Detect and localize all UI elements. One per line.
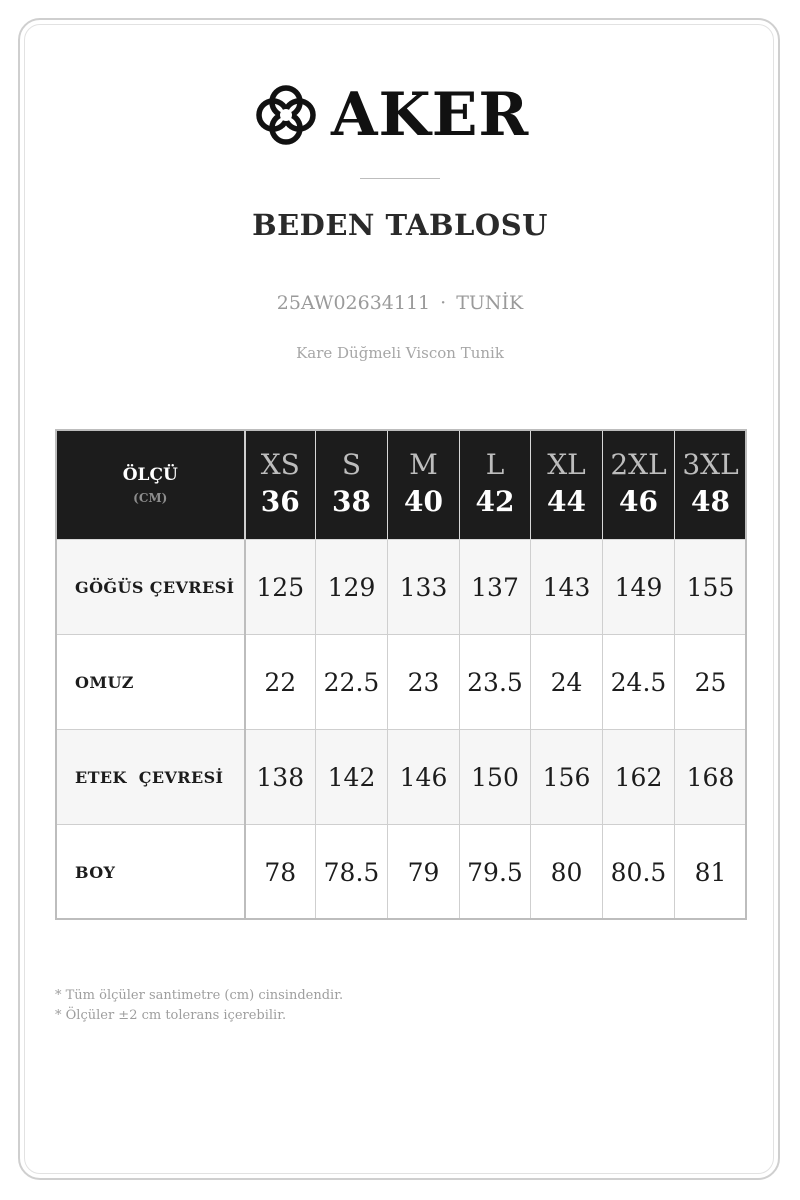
size-number: 48 [691, 485, 730, 518]
table-cell: 80.5 [603, 825, 675, 920]
title-divider [360, 178, 440, 179]
size-header-cell [531, 431, 603, 540]
table-cell: 125 [245, 540, 316, 635]
table-cell: 22.5 [316, 635, 388, 730]
table-cell: 80 [531, 825, 603, 920]
table-cell: 81 [675, 825, 747, 920]
interlaced-knot-icon [253, 82, 319, 148]
table-cell: 137 [460, 540, 531, 635]
table-cell: 155 [675, 540, 747, 635]
row-label: BOY [57, 825, 245, 920]
size-header-cell [388, 431, 460, 540]
size-letter: 2XL [610, 448, 667, 481]
page-title: BEDEN TABLOSU [252, 208, 548, 242]
size-header-row [57, 431, 747, 540]
row-label: GÖĞÜS ÇEVRESİ [57, 540, 245, 635]
size-number: 46 [619, 485, 658, 518]
size-number: 36 [260, 485, 300, 518]
size-chart-table [56, 430, 747, 920]
footnote: * Ölçüler ±2 cm tolerans içerebilir. [55, 1008, 287, 1023]
row-label: ETEK ÇEVRESİ [57, 730, 245, 825]
size-header-cell [603, 431, 675, 540]
table-cell: 78 [245, 825, 316, 920]
table-cell: 133 [388, 540, 460, 635]
table-cell: 162 [603, 730, 675, 825]
table-row [57, 730, 747, 825]
size-header-cell [316, 431, 388, 540]
size-header-cell [460, 431, 531, 540]
table-cell: 149 [603, 540, 675, 635]
table-cell: 23 [388, 635, 460, 730]
measurement-header-unit: (CM) [133, 491, 168, 505]
table-cell: 143 [531, 540, 603, 635]
size-number: 40 [404, 485, 443, 518]
size-header-cell [245, 431, 316, 540]
table-cell: 168 [675, 730, 747, 825]
table-cell: 22 [245, 635, 316, 730]
measurement-header-cell [57, 431, 245, 540]
footnote: * Tüm ölçüler santimetre (cm) cinsindendir. [55, 988, 344, 1003]
size-header-cell [675, 431, 747, 540]
product-type: TUNİK [456, 292, 524, 314]
table-cell: 25 [675, 635, 747, 730]
table-cell: 146 [388, 730, 460, 825]
table-cell: 78.5 [316, 825, 388, 920]
table-row [57, 540, 747, 635]
brand-name: AKER [331, 80, 530, 150]
table-cell: 138 [245, 730, 316, 825]
product-description: Kare Düğmeli Viscon Tunik [296, 344, 504, 362]
size-number: 42 [475, 485, 515, 518]
measurement-header-label: ÖLÇÜ [122, 465, 178, 485]
size-letter: M [409, 448, 438, 481]
size-letter: XL [547, 448, 586, 481]
size-letter: S [341, 448, 362, 481]
table-cell: 24.5 [603, 635, 675, 730]
size-number: 38 [332, 485, 371, 518]
row-label: OMUZ [57, 635, 245, 730]
product-code-line [0, 292, 800, 314]
table-row [57, 825, 747, 920]
size-number: 44 [547, 485, 586, 518]
brand-logo [253, 80, 553, 150]
table-cell: 129 [316, 540, 388, 635]
table-cell: 79.5 [460, 825, 531, 920]
table-cell: 150 [460, 730, 531, 825]
table-cell: 24 [531, 635, 603, 730]
size-letter: 3XL [682, 448, 739, 481]
table-cell: 79 [388, 825, 460, 920]
table-cell: 156 [531, 730, 603, 825]
table-row [57, 635, 747, 730]
table-cell: 142 [316, 730, 388, 825]
product-code: 25AW02634111 [276, 292, 431, 314]
footnotes [55, 986, 343, 1026]
table-cell: 23.5 [460, 635, 531, 730]
size-letter: L [485, 448, 505, 481]
size-letter: XS [260, 448, 300, 481]
product-separator: · [440, 292, 447, 314]
